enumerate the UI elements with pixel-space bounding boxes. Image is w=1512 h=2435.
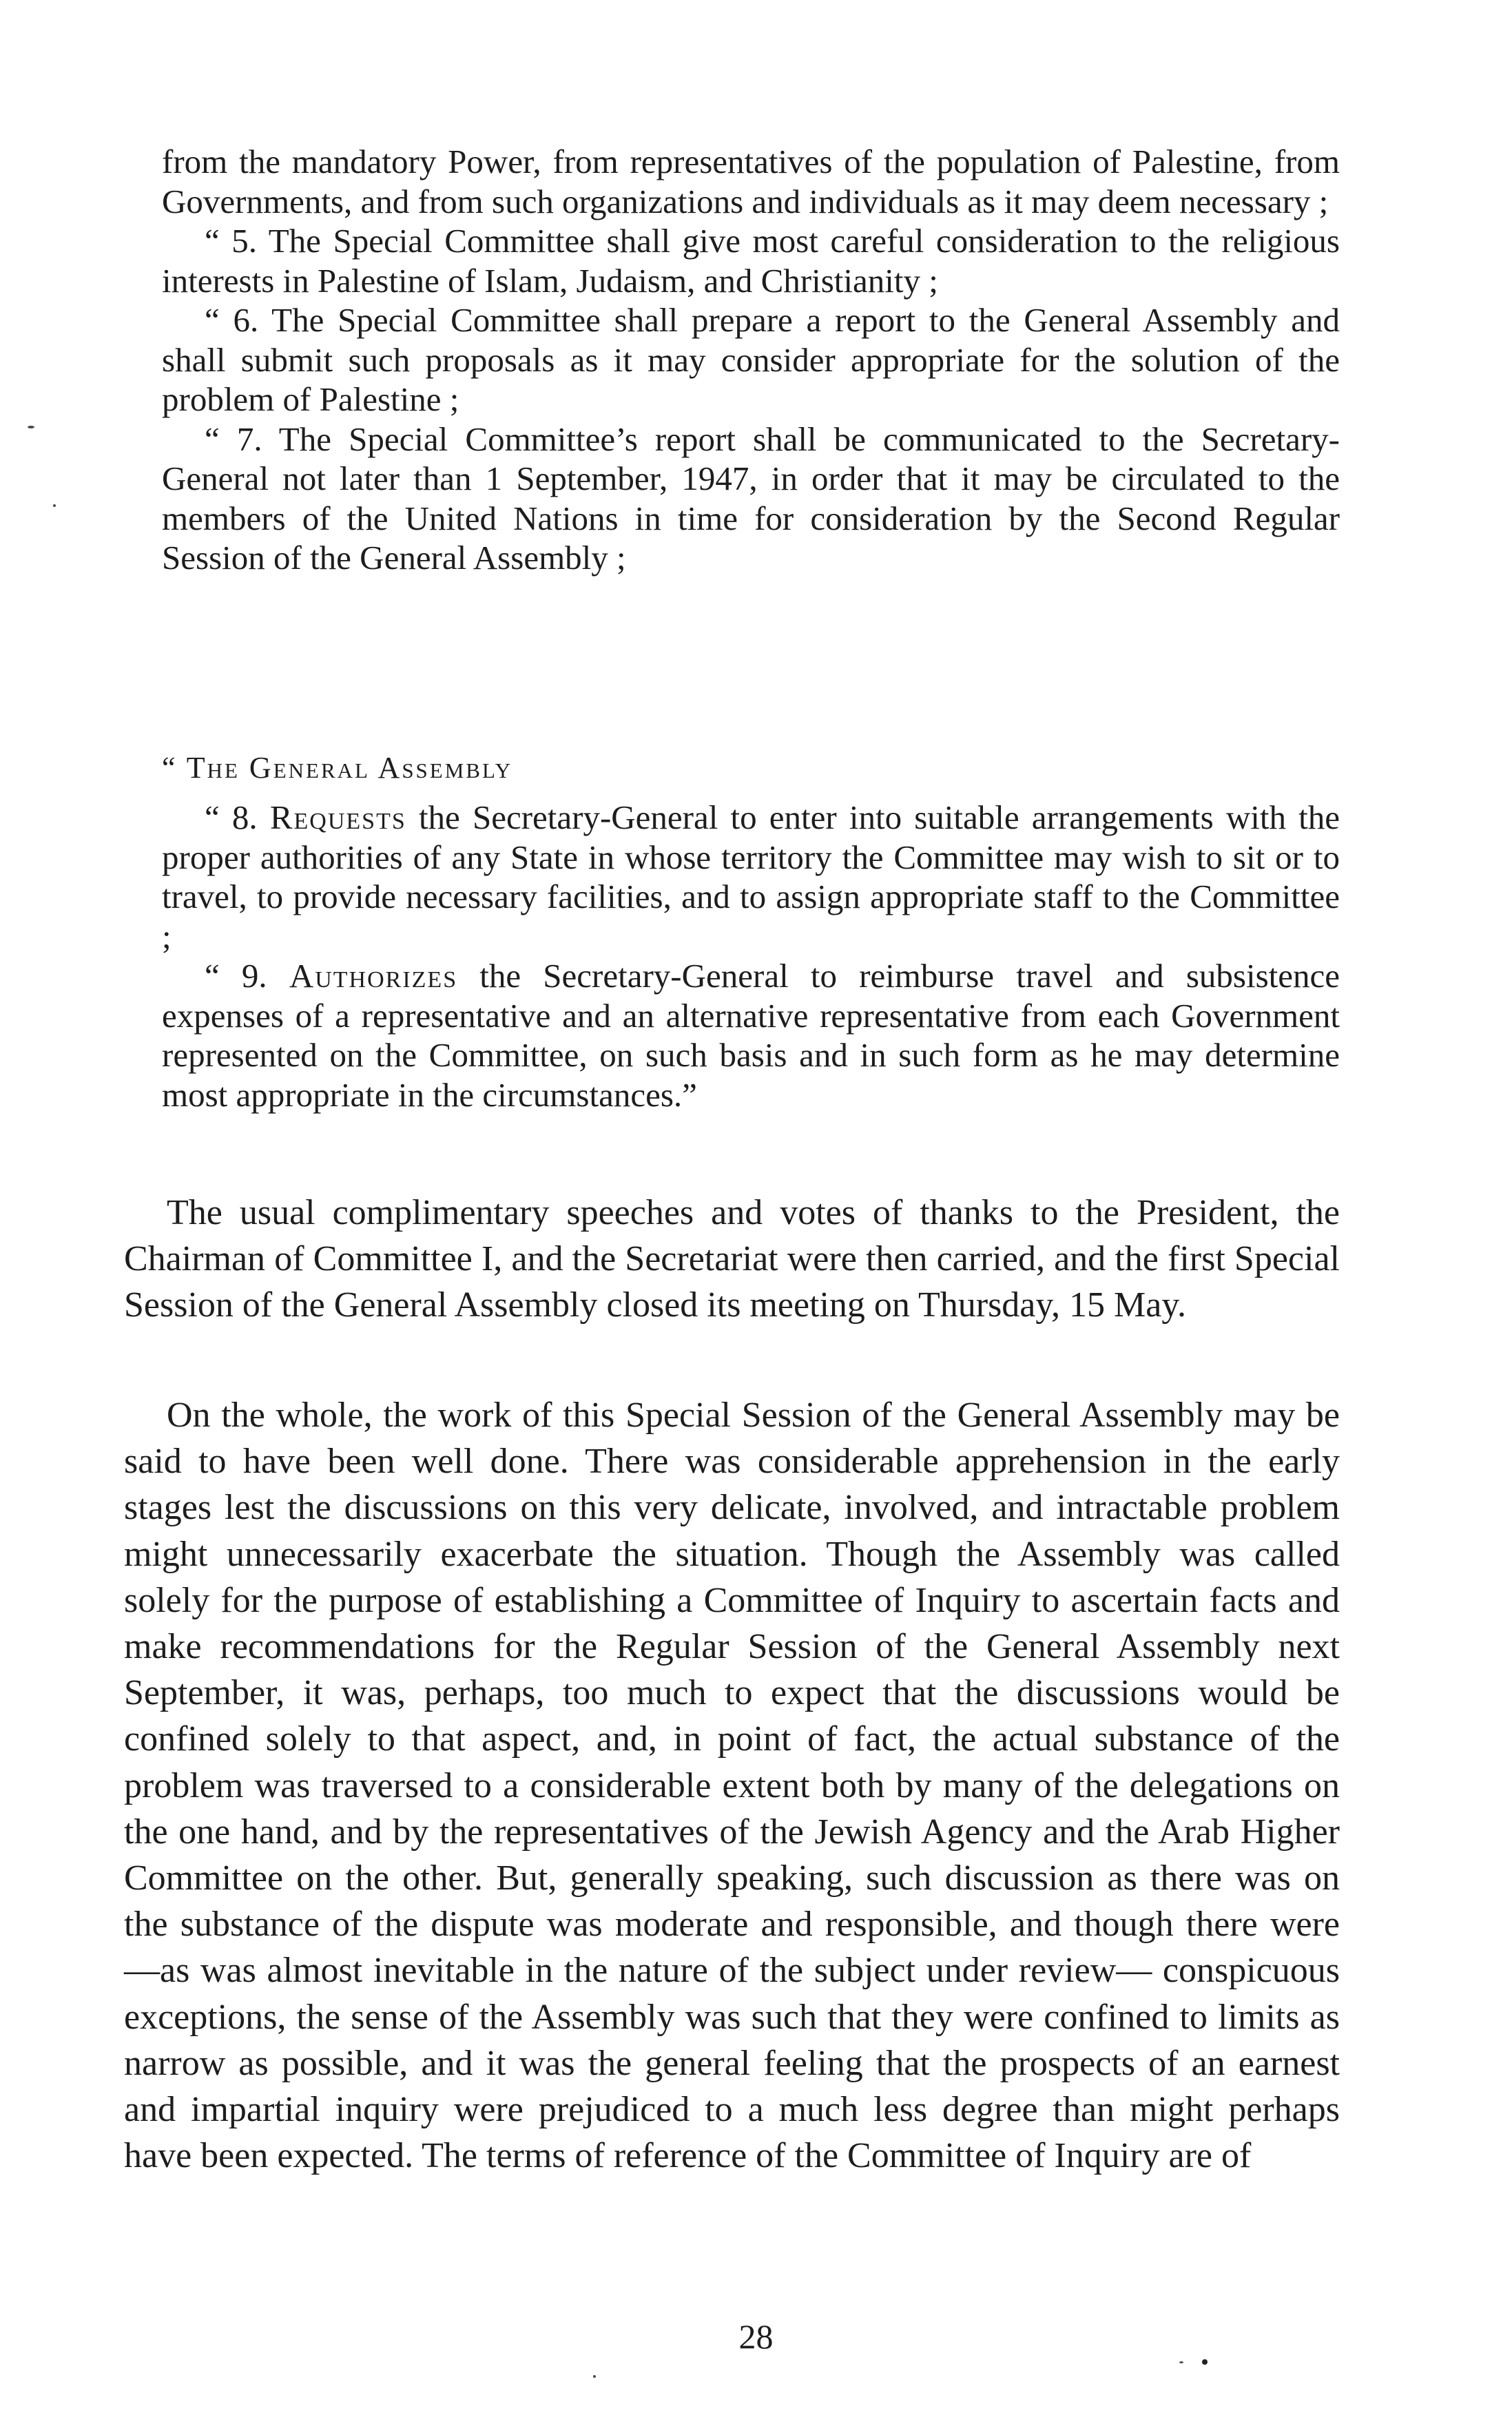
paragraph-9-text: the Secretary-General to reimburse travel and subsistence expenses of a representative and an alternative representative from each Government represented on the Committee, on such basis and in such form as he may determine most appropriate in the circumstances.” xyxy=(162,957,1340,1114)
paragraph-6: “ 6. The Special Committee shall prepare a report to the General Assembly and shall submit such proposals as it may consider appropriate for the solution of the problem of Palestine ; xyxy=(162,301,1340,418)
paragraph-9-number: “ 9. xyxy=(205,957,267,995)
body-paragraph-2: On the whole, the work of this Special Session of the General Assembly may be said to have been well done. There was considerable apprehension in the early stages lest the discussions on this very delicate, involved, and intractable problem might unnecessarily exacerbate the situation. Though the Assembly was called solely for the purpose of establishing a Committee of Inquiry to ascertain facts and make recommendations for the Regular Session of the General Assembly next September, it was, perhaps, too much to expect that the discussions would be confined solely to that aspect, and, in point of fact, the actual substance of the problem was traversed to a considerable extent both by many of the delegations on the one hand, and by the representatives of the Jewish Agency and the Arab Higher Committee on the other. But, generally speaking, such discussion as there was on the substance of the dispute was moderate and responsible, and though there were —as was almost inevitable in the nature of the subject under review— conspicuous exceptions, the sense of the Assembly was such that they were confined to limits as narrow as possible, and it was the general feeling that the prospects of an earnest and impartial inquiry were prejudiced to a much less degree than might perhaps have been expected. The terms of reference of the Committee of Inquiry are of xyxy=(124,1396,1340,2176)
resolution-text-lower xyxy=(162,798,1340,1115)
body-paragraph-closing xyxy=(124,1190,1340,1329)
paragraph-9 xyxy=(162,956,1340,1115)
paragraph-9-keyword: Authorizes xyxy=(289,957,458,995)
paragraph-7: “ 7. The Special Committee’s report shall be communicated to the Secretary-General not later than 1 September, 1947, in order that it may be circulated to the members of the United Nations in time for consideration by the Second Regular Session of the General Assembly ; xyxy=(162,419,1340,577)
scan-mark xyxy=(593,2375,596,2378)
scan-mark xyxy=(28,426,34,428)
scan-mark xyxy=(1202,2359,1208,2365)
paragraph-8-text: the Secretary-General to enter into suitable arrangements with the proper authorities of any State in whose territory the Committee may wish to sit or to travel, to provide necessary facilities, and to assign appropriate staff to the Committee ; xyxy=(162,798,1340,955)
body-paragraph-1: The usual complimentary speeches and votes of thanks to the President, the Chairman of Committee I, and the Secretariat were then carried, and the first Special Session of the General Assembly closed its meeting on Thursday, 15 May. xyxy=(124,1193,1340,1325)
paragraph-8 xyxy=(162,798,1340,956)
section-heading: “ The General Assembly xyxy=(162,751,513,785)
resolution-text-upper xyxy=(162,142,1340,578)
scan-mark xyxy=(53,504,56,507)
paragraph-5: “ 5. The Special Committee shall give most careful consideration to the religious interests in Palestine of Islam, Judaism, and Christianity ; xyxy=(162,222,1340,300)
page-number: 28 xyxy=(738,2317,774,2356)
body-paragraph-assessment xyxy=(124,1392,1340,2179)
paragraph-8-number: “ 8. xyxy=(205,798,258,836)
paragraph-continuation: from the mandatory Power, from representatives of the population of Palestine, from Governments, and from such organizations and individuals as it may deem necessary ; xyxy=(162,143,1340,220)
scan-mark xyxy=(1179,2361,1183,2363)
paragraph-8-keyword: Requests xyxy=(269,798,406,836)
